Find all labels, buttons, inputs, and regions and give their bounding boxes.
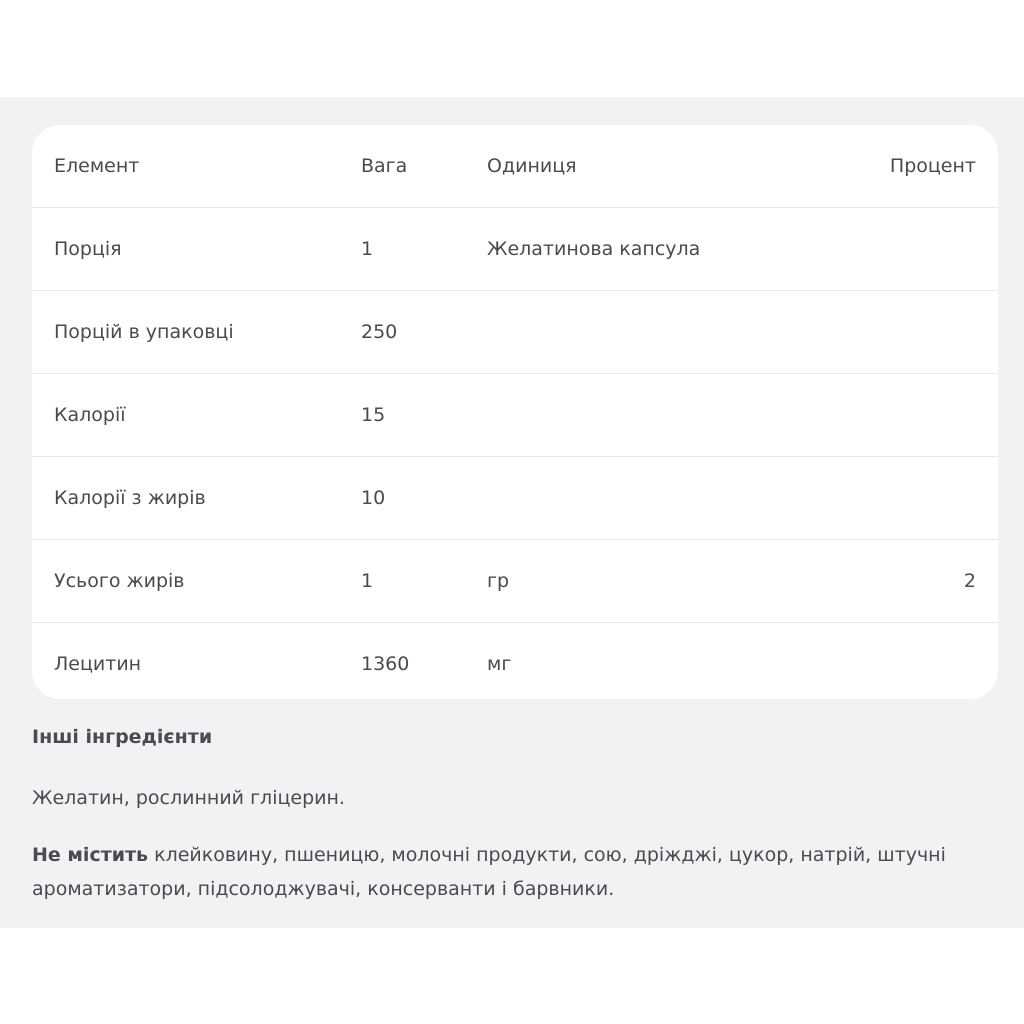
cell-name: Усього жирів [54, 570, 185, 592]
header-unit: Одиниця [487, 155, 577, 177]
cell-weight: 1360 [361, 653, 410, 675]
cell-weight: 250 [361, 321, 398, 343]
other-ingredients-text: Желатин, рослинний гліцерин. [32, 787, 345, 809]
cell-name: Лецитин [54, 653, 142, 675]
free-from-label: Не містить [32, 844, 149, 866]
cell-unit: Желатинова капсула [487, 238, 701, 260]
cell-unit: гр [487, 570, 510, 592]
table-row [32, 623, 998, 699]
cell-percent: 2 [963, 570, 976, 592]
free-from-text: клейковину, пшеницю, молочні продукти, сою, дріжджі, цукор, натрій, штучні ароматизатори, підсолоджувачі, консерванти і барвники. [32, 844, 946, 900]
table-row [32, 291, 998, 374]
other-ingredients-heading: Інші інгредієнти [32, 726, 213, 748]
cell-unit: мг [487, 653, 512, 675]
cell-name: Порція [54, 238, 122, 260]
cell-weight: 1 [361, 238, 374, 260]
cell-name: Порцій в упаковці [54, 321, 234, 343]
header-percent: Процент [889, 155, 976, 177]
cell-name: Калорії з жирів [54, 487, 206, 509]
table-row [32, 457, 998, 540]
cell-weight: 1 [361, 570, 374, 592]
free-from-paragraph [32, 838, 972, 906]
table-row [32, 208, 998, 291]
nutrition-table [32, 125, 998, 699]
table-row [32, 540, 998, 623]
cell-weight: 15 [361, 404, 386, 426]
cell-name: Калорії [54, 404, 126, 426]
table-row [32, 374, 998, 457]
table-header-row [32, 125, 998, 208]
header-element: Елемент [54, 155, 140, 177]
header-weight: Вага [361, 155, 408, 177]
cell-weight: 10 [361, 487, 386, 509]
